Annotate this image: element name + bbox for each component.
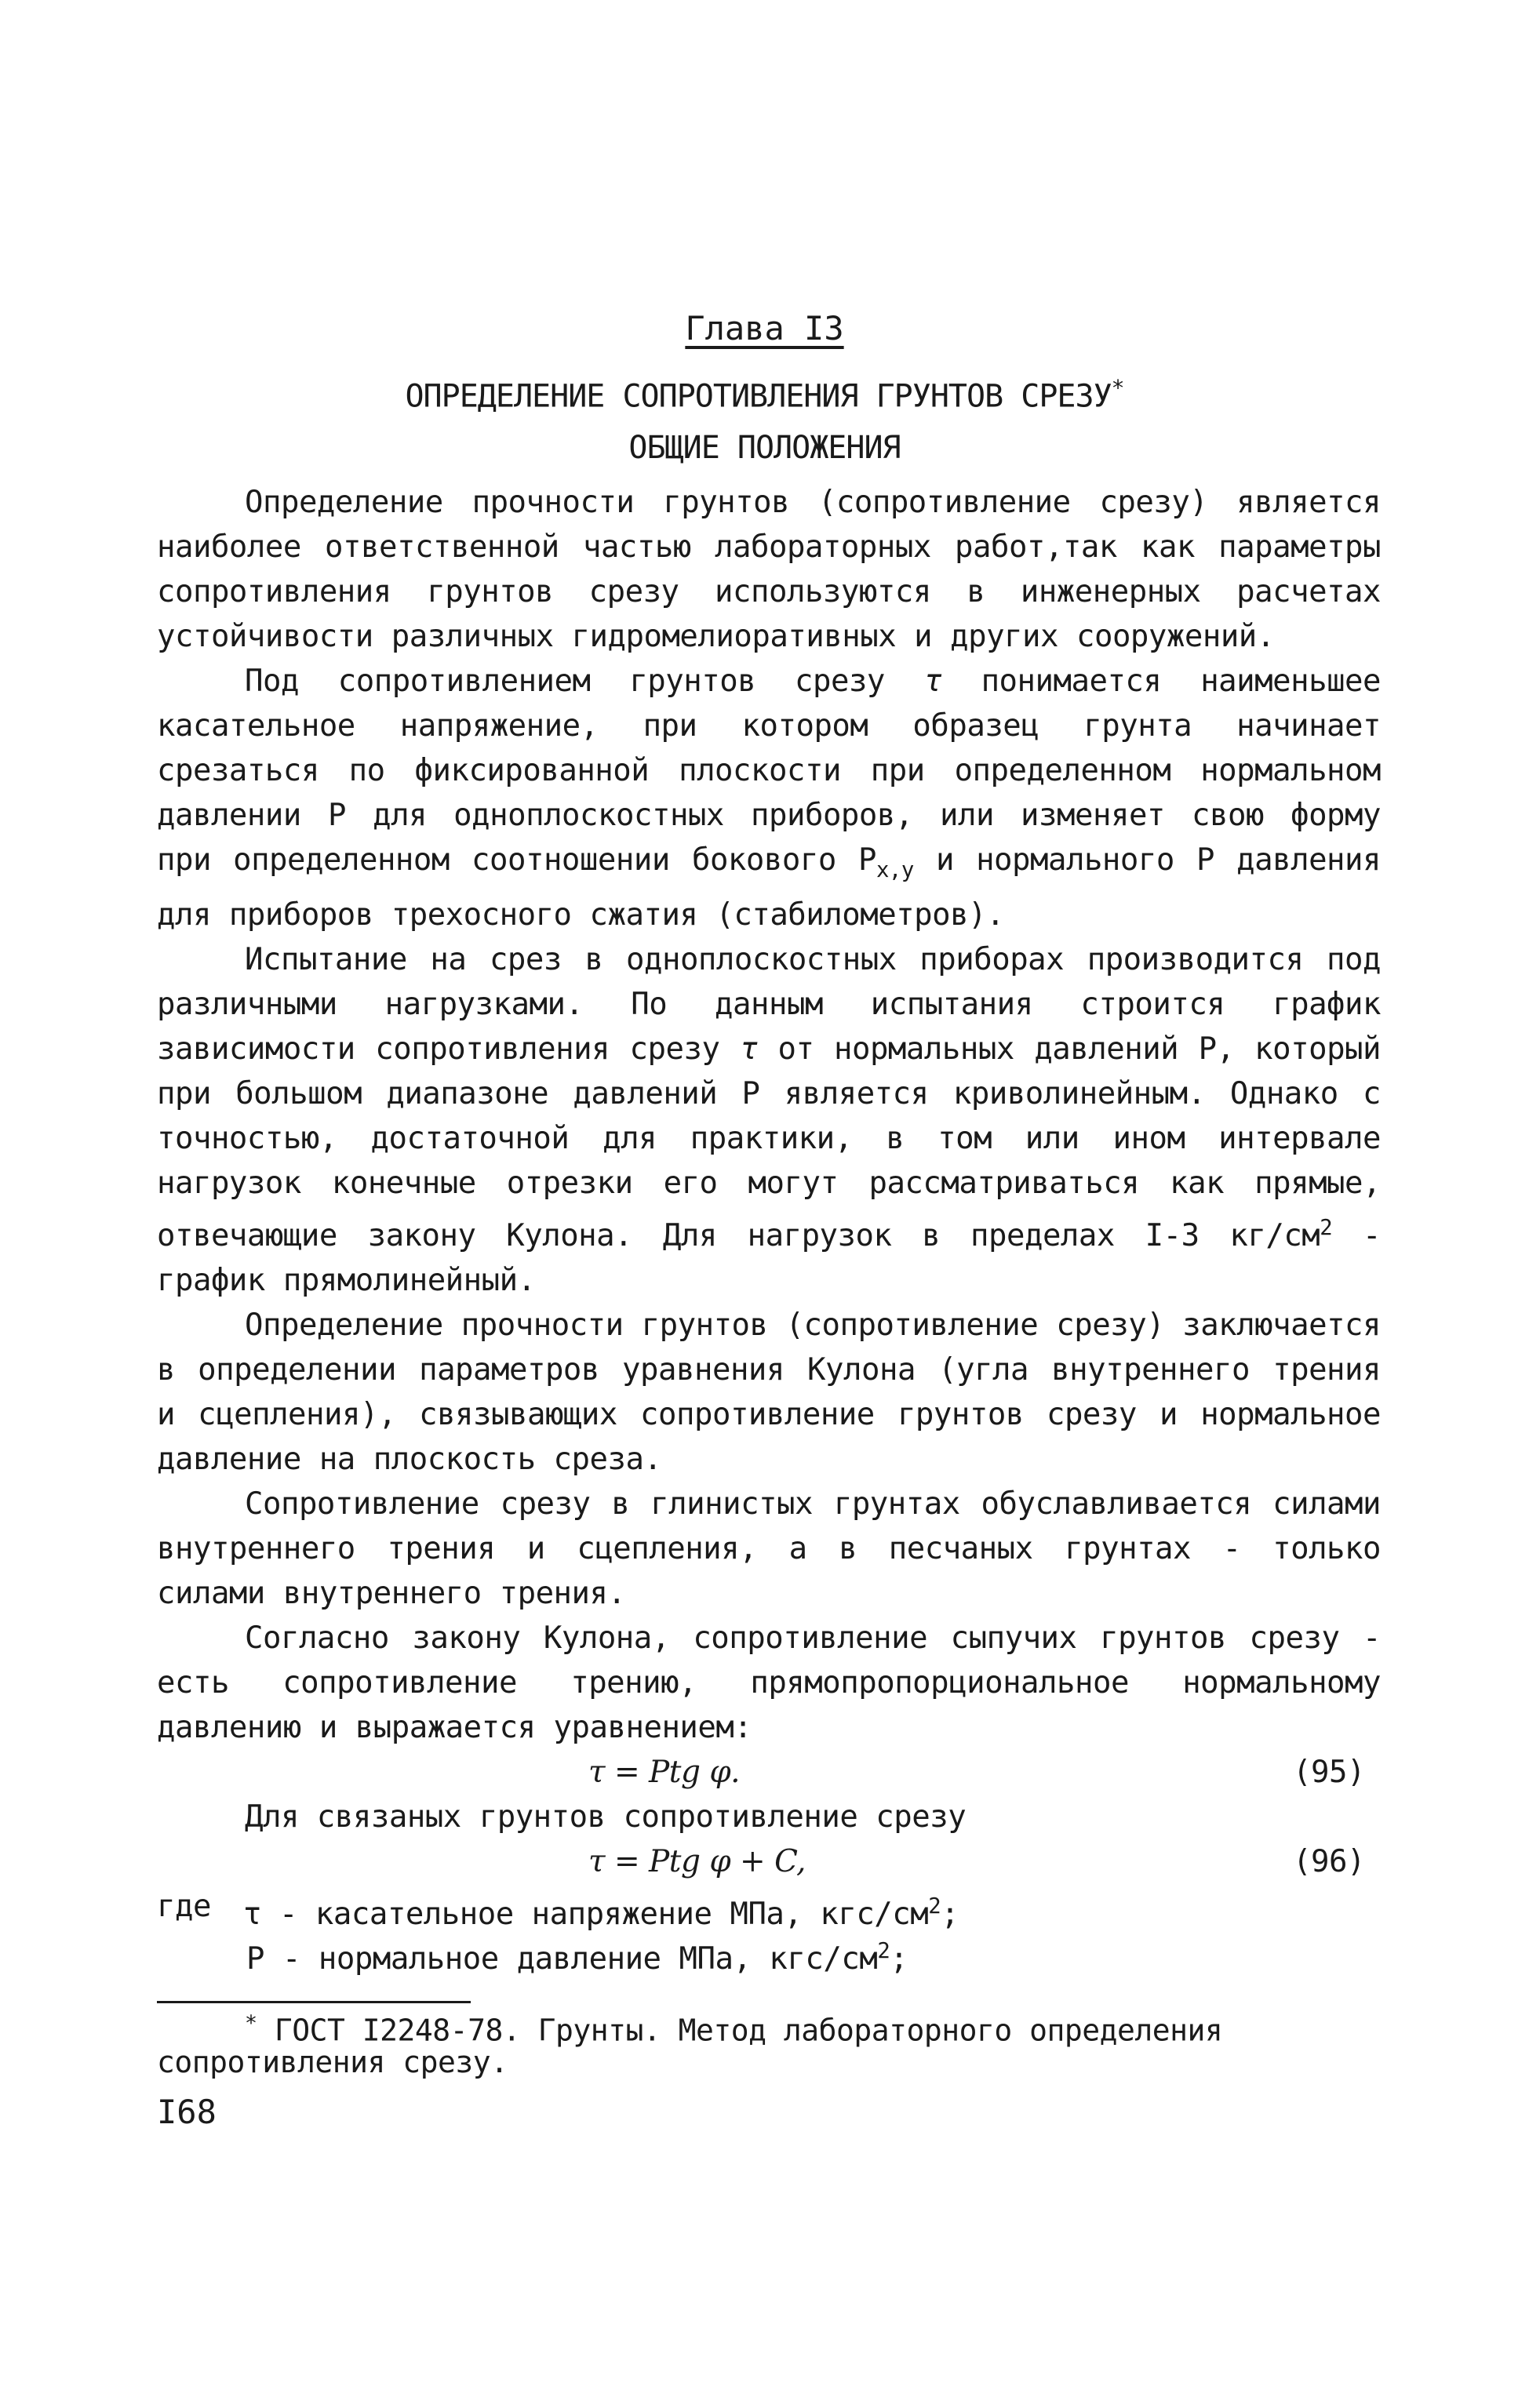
footnote — [157, 2008, 1381, 2078]
paragraph-6: Согласно закону Кулона, сопротивление сыпучих грунтов срезу - есть сопротивление трению, прямопропорциональное нормальному давлению и выражается уравнением: — [157, 1620, 1381, 1745]
where-label: где — [157, 1888, 211, 1924]
chapter-heading: Глава I3 — [685, 309, 844, 347]
equation-95 — [157, 1750, 1381, 1795]
footnote-text-continued: сопротивления срезу. — [157, 2044, 508, 2079]
paragraph-4: Определение прочности грунтов (сопротивление срезу) заключается в определении параметров уравнения Кулона (угла внутреннего трения и сцепления), связывающих сопротивление грунтов срезу и нормальное давление на плоскость среза. — [157, 1307, 1381, 1477]
equation-96-intro: Для связаных грунтов сопротивление срезу — [245, 1799, 967, 1835]
paragraph-5: Сопротивление срезу в глинистых грунтах обуславливается силами внутреннего трения и сцепления, а в песчаных грунтах - только силами внутреннего трения. — [157, 1486, 1381, 1611]
footnote-text: ГОСТ I2248-78. Грунты. Метод лабораторного определения — [274, 2013, 1223, 2048]
footnote-divider — [157, 2001, 471, 2003]
equation-96-formula: τ = Ptg φ + C, — [588, 1843, 806, 1879]
chapter-title — [0, 375, 1529, 414]
paragraph-1: Определение прочности грунтов (сопротивление срезу) является наиболее ответственной частью лабораторных работ,так как параметры сопротивления грунтов срезу используются в инженерных расчетах устойчивости различных гидромелиоративных и других сооружений. — [157, 485, 1381, 654]
equation-95-formula: τ = Ptg φ. — [588, 1754, 741, 1790]
paragraph-3: Испытание на срез в одноплоскостных приборах производится под различными нагрузками. По данным испытания строится график зависимости сопротивления срезу τ от нормальных давлений Р, который при большом диапазоне давлений Р является криволинейным. Однако с точностью, достаточной для практики, в том или ином интервале нагрузок конечные отрезки его могут рассматриваться как прямые, отвечающие закону Кулона. Для нагрузок в пределах I-3 $кг/см^2$ - график прямолинейный. — [157, 941, 1382, 1298]
footnote-mark: * — [1111, 375, 1124, 401]
equation-95-number: (95) — [1293, 1754, 1365, 1790]
equation-96 — [157, 1839, 1381, 1884]
tau-symbol: τ — [740, 1031, 758, 1067]
paragraph-2: Под сопротивлением грунтов срезу τ понимается наименьшее касательное напряжение, при котором образец грунта начинает срезаться по фиксированной плоскости при определенном нормальном давлении Р для одноплоскостных приборов, или изменяет свою форму при определенном соотношении бокового $Р_{x,y}$ и нормального Р давления для приборов трехосного сжатия (стабилометров). — [157, 664, 1382, 933]
section-heading: ОБЩИЕ ПОЛОЖЕНИЯ — [628, 430, 901, 466]
definition-tau: где τ - касательное напряжение МПа, кгс/$см^2$; — [157, 1884, 1381, 1929]
subscript-xy: x,y — [876, 857, 914, 882]
definition-p: Р - нормальное давление МПа, кгс/$см^2$; — [246, 1938, 908, 1977]
superscript-2: 2 — [1320, 1215, 1333, 1240]
equation-96-number: (96) — [1293, 1843, 1365, 1879]
body-text — [157, 480, 1382, 1977]
page-number: I68 — [157, 2093, 217, 2131]
tau-symbol: τ — [923, 664, 942, 699]
chapter-title-text: ОПРЕДЕЛЕНИЕ СОПРОТИВЛЕНИЯ ГРУНТОВ СРЕЗУ — [405, 378, 1112, 415]
footnote-mark: * — [245, 2011, 257, 2035]
